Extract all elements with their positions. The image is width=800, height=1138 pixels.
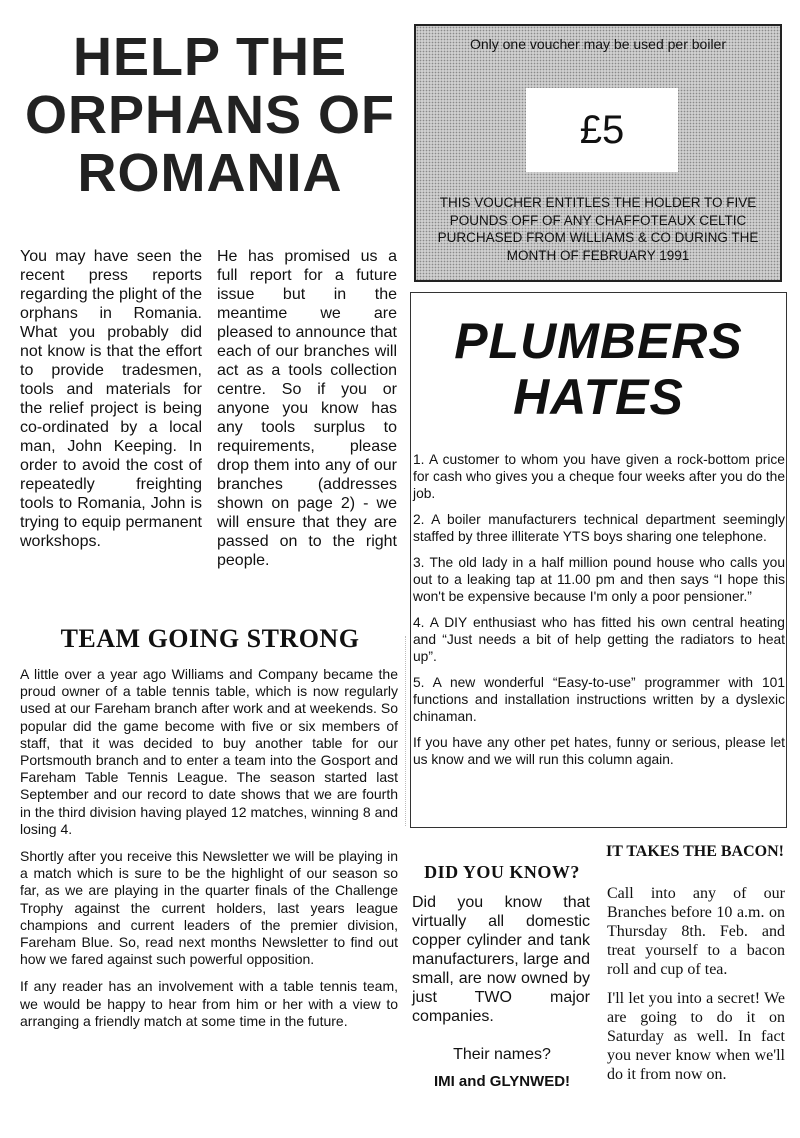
list-item: 3. The old lady in a half million pound house who calls you out to a leaking tap at 11.00 pm and then says “I hope this won't be expensive because I'm only a poor pensioner.”	[413, 555, 785, 604]
voucher-terms: THIS VOUCHER ENTITLES THE HOLDER TO FIVE POUNDS OFF OF ANY CHAFFOTEAUX CELTIC PURCHASED FROM WILLIAMS & CO DURING THE MONTH OF FEBRUARY 1991	[437, 195, 759, 263]
did-you-know-answer: IMI and GLYNWED!	[433, 1073, 571, 1090]
plumbers-hates-list	[413, 451, 785, 777]
plumbers-hates-title	[411, 313, 786, 425]
plumbers-title-line-2: HATES	[513, 369, 684, 425]
list-item: 5. A new wonderful “Easy-to-use” programmer with 101 functions and installation instructions written by a dyslexic chinaman.	[413, 675, 785, 724]
plumbers-title-line-1: PLUMBERS	[454, 313, 743, 369]
romania-article-column-2: He has promised us a full report for a future issue but in the meantime we are pleased to announce that each of our branches will act as a tools collection centre. So if you or anyone you know has any tools surplus to requirements, please drop them into any of our branches (addresses shown on page 2) - we will ensure that they are passed on to the right people.	[217, 248, 397, 569]
team-article-heading: TEAM GOING STRONG	[60, 624, 360, 653]
team-article-body	[20, 666, 398, 1030]
column-divider	[405, 636, 407, 826]
bacon-paragraph-2: I'll let you into a secret! We are going to do it on Saturday as well. In fact you never know when we'll do it from now on.	[607, 990, 785, 1083]
did-you-know-body: Did you know that virtually all domestic copper cylinder and tank manufacturers, large and small, are now owned by just TWO major companies.	[412, 894, 590, 1025]
list-item: 1. A customer to whom you have given a rock-bottom price for cash who gives you a cheque four weeks after you do the job.	[413, 452, 785, 501]
list-item: If you have any other pet hates, funny or serious, please let us know and we will run this column again.	[413, 735, 785, 767]
voucher-amount: £5	[526, 88, 678, 172]
did-you-know-heading: DID YOU KNOW?	[424, 862, 580, 882]
romania-article-column-1: You may have seen the recent press reports regarding the plight of the orphans in Romania. What you probably did not know is that the effort to provide tradesmen, tools and materials for the relief project is being co-ordinated by a local man, John Keeping. In order to avoid the cost of repeatedly freighting tools to Romania, John is trying to equip permanent workshops.	[20, 248, 202, 550]
romania-headline: HELP THE ORPHANS OF ROMANIA	[24, 27, 396, 203]
did-you-know-question: Their names?	[453, 1046, 551, 1063]
voucher-note: Only one voucher may be used per boiler	[469, 36, 727, 52]
voucher-coupon	[414, 24, 782, 282]
team-paragraph-3: If any reader has an involvement with a table tennis team, we would be happy to hear from him or her with a view to arranging a friendly match at some time in the future.	[20, 978, 398, 1029]
list-item: 2. A boiler manufacturers technical department seemingly staffed by three illiterate YTS boys sharing one telephone.	[413, 512, 785, 544]
plumbers-hates-box	[410, 292, 787, 828]
team-paragraph-2: Shortly after you receive this Newsletter we will be playing in a match which is sure to be the highlight of our season so far, as we are playing in the quarter finals of the Challenge Trophy against the current holders, last years league champions and current leaders of the premier division, Fareham Blue. So, read next months Newsletter to find out how we fared against such powerful opposition.	[20, 848, 398, 968]
team-paragraph-1: A little over a year ago Williams and Company became the proud owner of a table tennis table, which is now regularly used at our Fareham branch after work and at weekends. So popular did the game become with five or six members of staff, that it was decided to buy another table for our Portsmouth branch and to enter a team into the Gosport and Fareham Table Tennis League. The season started last September and our record to date shows that we are fourth in the third division having played 12 matches, winning 8 and losing 4.	[20, 666, 398, 837]
bacon-body	[607, 884, 785, 1094]
bacon-paragraph-1: Call into any of our Branches before 10 a.m. on Thursday 8th. Feb. and treat yourself to a bacon roll and cup of tea.	[607, 885, 785, 978]
list-item: 4. A DIY enthusiast who has fitted his own central heating and “Just needs a bit of help getting the radiators to heat up”.	[413, 615, 785, 664]
bacon-heading: IT TAKES THE BACON!	[606, 843, 784, 860]
